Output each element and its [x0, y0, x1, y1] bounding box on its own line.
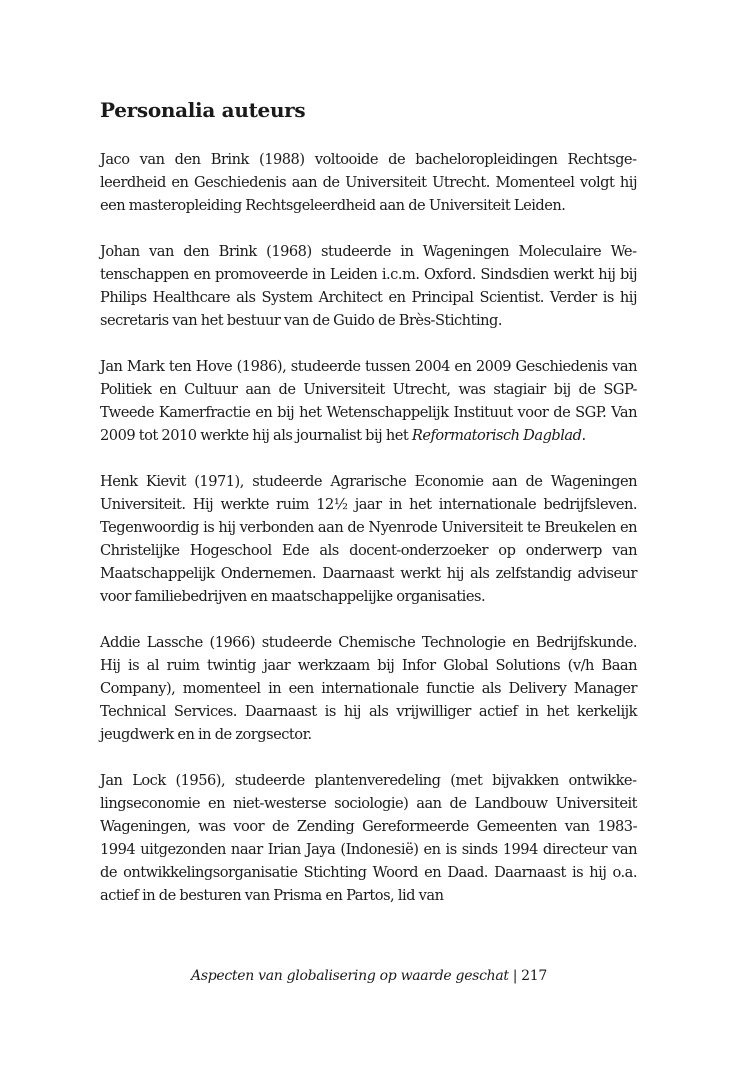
- bio-johan-van-den-brink: Johan van den Brink (1968) studeerde in Wageningen Moleculaire Wetenschappen en promoveerde in Leiden i.c.m. Oxford. Sindsdien werkt hij bij Philips Healthcare als System Architect en Principal Scientist. Verder is hij secretaris van het bestuur van de Guido de Brès-Stichting.: [100, 243, 637, 329]
- bio-jaco-van-den-brink: Jaco van den Brink (1988) voltooide de bacheloropleidingen Rechtsgeleerdheid en Geschiedenis aan de Universiteit Utrecht. Momenteel volgt hij een masteropleiding Rechtsgeleerdheid aan de Universiteit Leiden.: [100, 151, 637, 214]
- footer-separator: |: [512, 968, 518, 984]
- bio-addie-lassche: Addie Lassche (1966) studeerde Chemische Technologie en Bedrijfskunde. Hij is al ruim twintig jaar werkzaam bij Infor Global Solutions (v/h Baan Company), momenteel in een internationale functie als Delivery Manager Technical Services. Daarnaast is hij als vrijwilliger actief in het kerkelijk jeugdwerk en in de zorgsector.: [100, 634, 637, 743]
- page-body: [100, 96, 637, 930]
- bio-text-before: Jan Mark ten Hove (1986), studeerde tussen 2004 en 2009 Geschiedenis van Politiek en Cultuur aan de Universiteit Utrecht, was stagiair bij de SGP-Tweede Kamerfractie en bij het Wetenschappelijk Instituut voor de SGP. Van 2009 tot 2010 werkte hij als journalist bij het: [100, 358, 637, 444]
- bio-henk-kievit: Henk Kievit (1971), studeerde Agrarische Economie aan de Wageningen Universiteit. Hij werkte ruim 12½ jaar in het internationale bedrijfsleven. Tegenwoordig is hij verbonden aan de Nyenrode Universiteit te Breukelen en Christelijke Hogeschool Ede als docent-onderzoeker op onderwerp van Maatschappelijk Ondernemen. Daarnaast werkt hij als zelfstandig adviseur voor familiebedrijven en maatschappelijke organisaties.: [100, 473, 637, 605]
- page-number: 217: [521, 968, 547, 984]
- bio-jan-lock: Jan Lock (1956), studeerde plantenveredeling (met bijvakken ontwikkelingseconomie en niet-westerse sociologie) aan de Landbouw Universiteit Wageningen, was voor de Zending Gereformeerde Gemeenten van 1983-1994 uitgezonden naar Irian Jaya (Indonesië) en is sinds 1994 directeur van de ontwikkelingsorganisatie Stichting Woord en Daad. Daarnaast is hij o.a. actief in de besturen van Prisma en Partos, lid van: [100, 772, 637, 904]
- page-footer: [0, 966, 738, 986]
- newspaper-title: Reformatorisch Dagblad: [411, 427, 582, 444]
- running-footer-title: Aspecten van globalisering op waarde geschat: [191, 968, 509, 984]
- bio-text-after: .: [581, 427, 586, 444]
- bio-jan-mark-ten-hove: [100, 355, 637, 447]
- page-title: Personalia auteurs: [100, 98, 306, 122]
